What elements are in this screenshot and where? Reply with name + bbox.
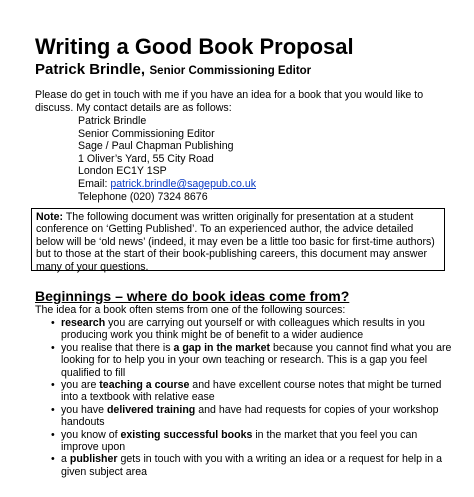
list-item <box>35 342 455 379</box>
contact-name: Patrick Brindle <box>78 115 147 127</box>
bullet-icon: • <box>51 341 55 354</box>
contact-role: Senior Commissioning Editor <box>78 127 215 140</box>
intro-paragraph: Please do get in touch with me if you have an idea for a book that you would like to discuss. My contact details are as follows: <box>35 89 424 114</box>
list-item <box>35 453 455 478</box>
bullet-text-pre: a <box>61 453 70 466</box>
section-lead: The idea for a book often stems from one of the following sources: <box>35 304 346 316</box>
author-name: Patrick Brindle, <box>35 61 146 78</box>
document-title: Writing a Good Book Proposal <box>35 34 354 59</box>
contact-email-row <box>78 178 256 191</box>
bullet-text-post: and have had requests for copies of your workshop handouts <box>61 403 439 429</box>
author-role: Senior Commissioning Editor <box>149 65 312 77</box>
bullet-text-post: in the market that you feel you can improve upon <box>61 428 418 454</box>
list-item <box>35 317 455 342</box>
bullet-text-bold: teaching a course <box>99 379 190 392</box>
contact-details <box>78 115 256 203</box>
bullet-icon: • <box>51 428 55 441</box>
bullet-text-post: you are carrying out yourself or with colleagues which results in you producing work you think might be of benefit to a wider audience <box>61 317 425 342</box>
bullet-icon: • <box>51 403 55 416</box>
bullet-icon: • <box>51 453 55 466</box>
bullet-text-post: and have excellent course notes that might be turned into a textbook with relative ease <box>61 379 442 404</box>
email-link[interactable]: patrick.brindle@sagepub.co.uk <box>110 177 257 190</box>
contact-organisation: Sage / Paul Chapman Publishing <box>78 140 234 153</box>
bullet-text-bold: research <box>61 317 106 329</box>
list-item <box>35 379 455 404</box>
bullet-text-bold: a gap in the market <box>173 341 271 354</box>
bullet-text-post: gets in touch with you with a writing an idea or a request for help in a given subject area <box>61 453 443 478</box>
byline <box>35 61 311 80</box>
note-text: The following document was written originally for presentation at a student conference on ‘Getting Published’. To an experienced author, the advice detailed below will be ‘old news’ (indeed, it may even be a little too basic for first-time authors) but to those at the start of their book-publishing careers, this document may answer many of your questions. <box>36 211 435 273</box>
bullet-text-bold: delivered training <box>106 403 196 416</box>
bullet-text-pre: you have <box>61 403 107 416</box>
bullet-text-bold: existing successful books <box>120 428 253 441</box>
note-box <box>31 208 445 271</box>
bullet-text-post: because you cannot find what you are looking for to help you in your own teaching or research. This is a gap you feel qualified to fill <box>61 341 452 379</box>
note-label: Note: <box>36 211 64 223</box>
bullet-text-pre: you realise that there is <box>61 341 174 354</box>
list-item <box>35 429 455 454</box>
bullet-text-pre: you are <box>61 379 100 392</box>
bullet-text-pre: you know of <box>61 428 121 441</box>
email-label: Email: <box>78 177 111 190</box>
bullet-text-bold: publisher <box>69 453 118 466</box>
list-item <box>35 404 455 429</box>
section-heading: Beginnings – where do book ideas come from? <box>35 288 350 304</box>
bullet-icon: • <box>51 379 55 392</box>
contact-telephone: Telephone (020) 7324 8676 <box>78 190 208 203</box>
source-list <box>35 317 455 478</box>
contact-street: 1 Oliver’s Yard, 55 City Road <box>78 152 214 165</box>
contact-city: London EC1Y 1SP <box>78 165 167 178</box>
bullet-icon: • <box>51 317 55 329</box>
